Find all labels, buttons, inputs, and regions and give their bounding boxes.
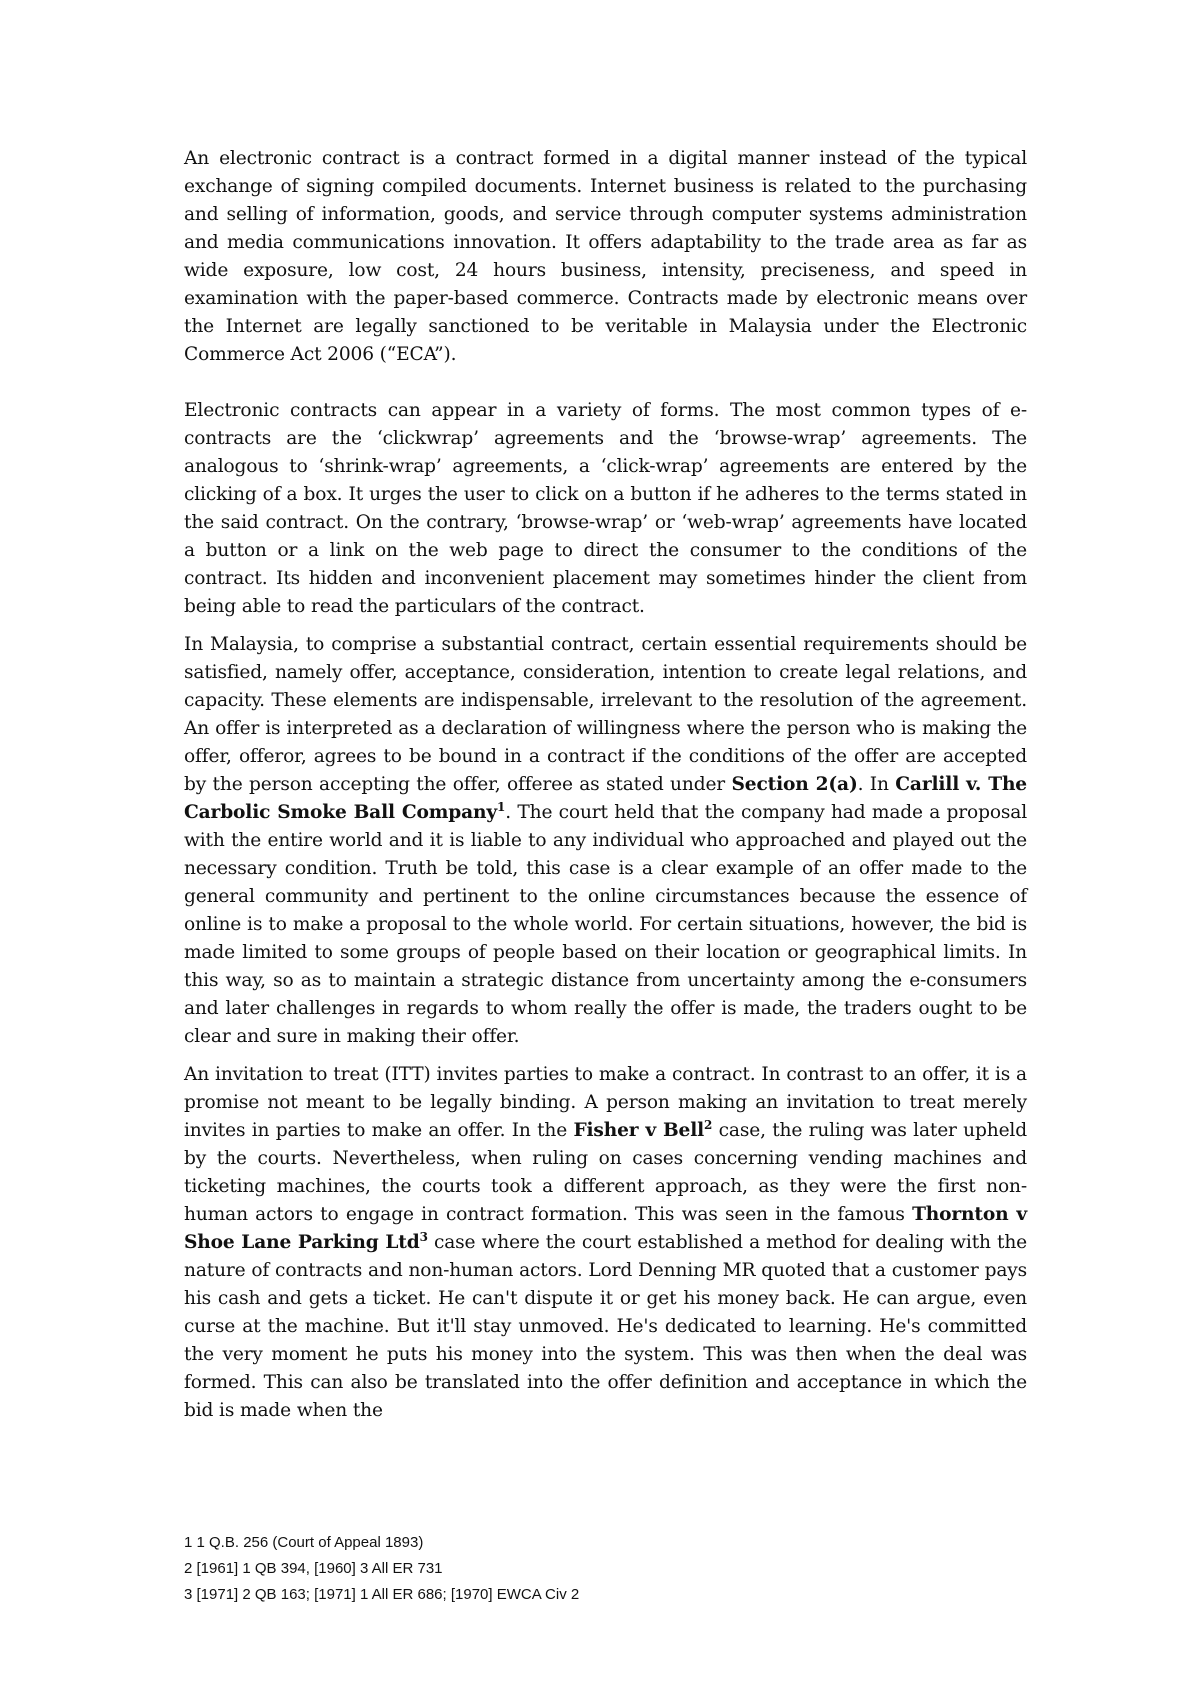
- paragraph-offer-text-a: In Malaysia, to comprise a substantial contract, certain essential requirements should be satisfied, namely offer, acceptance, consideration, intention to create legal relations, and capacity. These elements are indispensable, irrelevant to the resolution of the agreement. An offer is interpreted as a declaration of willingness where the person who is making the offer, offeror, agrees to be bound in a contract if the conditions of the offer are accepted by the person accepting the offer, offeree as stated under: [184, 634, 1027, 795]
- footnote-1: 1 1 Q.B. 256 (Court of Appeal 1893): [184, 1534, 424, 1551]
- paragraph-itt-text-c: case where the court established a method for dealing with the nature of contracts and non-human actors. Lord Denning MR quoted that a customer pays his cash and gets a ticket. He can't dispute it or get his money back. He can argue, even curse at the machine. But it'll stay unmoved. He's dedicated to learning. He's committed the very moment he puts his money into the system. This was then when the deal was formed. This can also be translated into the offer definition and acceptance in which the bid is made when the: [184, 1232, 1028, 1421]
- paragraph-invitation-to-treat: [184, 1061, 1027, 1425]
- footnote-3: 3 [1971] 2 QB 163; [1971] 1 All ER 686; [1970] EWCA Civ 2: [184, 1586, 580, 1603]
- case-name-carlill: Carlill v. The Carbolic Smoke Ball Company: [184, 774, 1027, 823]
- paragraph-itt-text-b: case, the ruling was later upheld by the courts. Nevertheless, when ruling on cases concerning vending machines and ticketing machines, the courts took a different approach, as they were the first non-human actors to engage in contract formation. This was seen in the famous: [184, 1120, 1027, 1225]
- paragraph-offer-text-b: . In: [857, 774, 896, 795]
- paragraph-electronic-contract: An electronic contract is a contract formed in a digital manner instead of the typical exchange of signing compiled documents. Internet business is related to the purchasing and selling of information, goods, and service through computer systems administration and media communications innovation. It offers adaptability to the trade area as far as wide exposure, low cost, 24 hours business, intensity, preciseness, and speed in examination with the paper-based commerce. Contracts made by electronic means over the Internet are legally sanctioned to be veritable in Malaysia under the Electronic Commerce Act 2006 (“ECA”).: [184, 148, 1027, 365]
- paragraph-offer: [184, 631, 1027, 1051]
- footnotes: [184, 1530, 1027, 1608]
- footnote-ref-2[interactable]: 2: [704, 1117, 713, 1132]
- footnote-ref-1[interactable]: 1: [497, 799, 506, 814]
- footnote-2: 2 [1961] 1 QB 394, [1960] 3 All ER 731: [184, 1560, 443, 1577]
- section-reference: Section 2(a): [731, 774, 858, 795]
- case-name-thornton: Thornton v Shoe Lane Parking Ltd: [184, 1204, 1028, 1253]
- paragraph-offer-text-c: . The court held that the company had made a proposal with the entire world and it is liable to any individual who approached and played out the necessary condition. Truth be told, this case is a clear example of an offer made to the general community and pertinent to the online circumstances because the essence of online is to make a proposal to the whole world. For certain situations, however, the bid is made limited to some groups of people based on their location or geographical limits. In this way, so as to maintain a strategic distance from uncertainty among the e-consumers and later challenges in regards to whom really the offer is made, the traders ought to be clear and sure in making their offer.: [184, 802, 1028, 1047]
- case-name-fisher-v-bell: Fisher v Bell: [573, 1120, 705, 1141]
- paragraph-itt-text-a: An invitation to treat (ITT) invites parties to make a contract. In contrast to an offer, it is a promise not meant to be legally binding. A person making an invitation to treat merely invites in parties to make an offer. In the: [184, 1064, 1027, 1141]
- document-body: [184, 145, 1027, 1425]
- paragraph-e-contract-types: Electronic contracts can appear in a variety of forms. The most common types of e-contracts are the ‘clickwrap’ agreements and the ‘browse-wrap’ agreements. The analogous to ‘shrink-wrap’ agreements, a ‘click-wrap’ agreements are entered by the clicking of a box. It urges the user to click on a button if he adheres to the terms stated in the said contract. On the contrary, ‘browse-wrap’ or ‘web-wrap’ agreements have located a button or a link on the web page to direct the consumer to the conditions of the contract. Its hidden and inconvenient placement may sometimes hinder the client from being able to read the particulars of the contract.: [184, 400, 1027, 617]
- footnote-ref-3[interactable]: 3: [419, 1229, 428, 1244]
